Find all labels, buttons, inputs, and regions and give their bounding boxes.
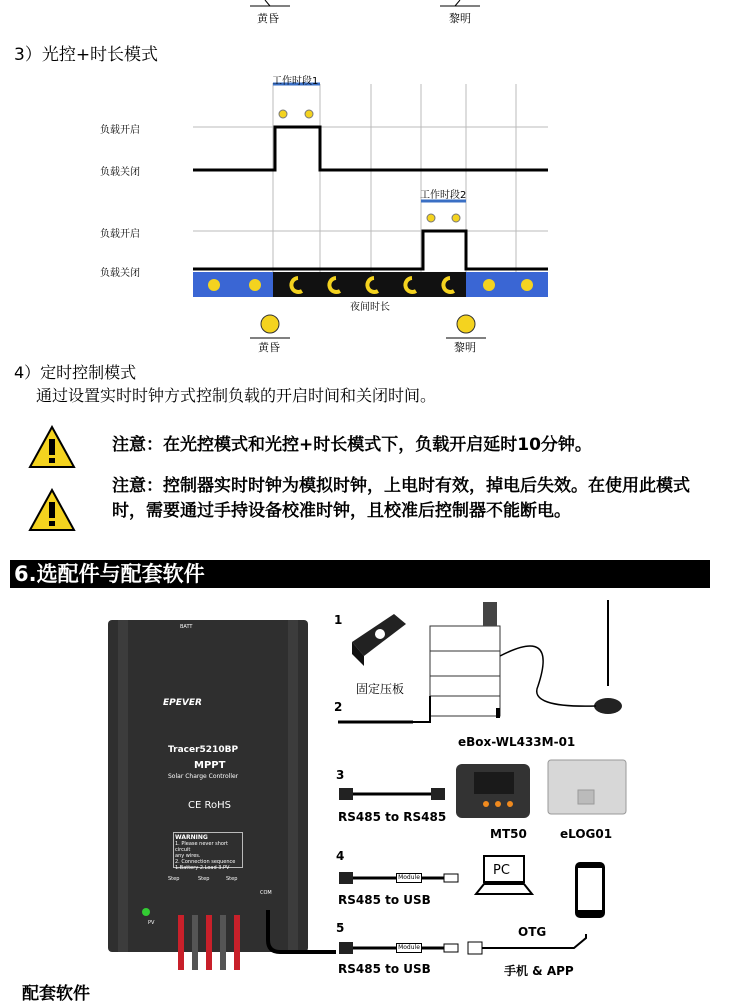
term-batt: BATT xyxy=(180,624,193,630)
step-label-2: Step xyxy=(198,876,210,882)
controller-brand: EPEVER xyxy=(163,698,202,708)
controller-subtitle: Solar Charge Controller xyxy=(168,773,239,780)
item-label-6: RS485 to USB xyxy=(338,893,431,907)
rs485-usb-cable-5 xyxy=(334,934,604,964)
item-num-1: 1 xyxy=(334,613,343,627)
step-label-1: Step xyxy=(168,876,180,882)
phone-icon xyxy=(570,860,610,922)
mt50-image xyxy=(452,758,534,824)
item-label-4: MT50 xyxy=(490,827,527,841)
section4-body: 通过设置实时时钟方式控制负载的开启时间和关闭时间。 xyxy=(36,386,437,405)
period1-label: 工作时段1 xyxy=(272,76,319,87)
dusk-label: 黄昏 xyxy=(258,341,280,354)
pc-label: PC xyxy=(493,863,510,878)
load-off-label-1: 负载关闭 xyxy=(100,167,140,178)
warning-icon xyxy=(28,488,76,532)
module-label-5: Module xyxy=(396,943,422,953)
night-length-label: 夜间时长 xyxy=(350,302,390,313)
item-label-1: 固定压板 xyxy=(356,682,405,696)
section4-heading: 4）定时控制模式 xyxy=(14,363,137,382)
app-label: 手机 & APP xyxy=(504,964,574,978)
controller-model: Tracer5210BP xyxy=(168,745,239,755)
top-dusk-label: 黄昏 xyxy=(257,12,279,25)
term-com: COM xyxy=(260,890,272,896)
item-num-4: 4 xyxy=(336,849,345,863)
item-num-2: 2 xyxy=(334,700,343,714)
footer-heading: 配套软件 xyxy=(22,984,90,1004)
item-label-3: RS485 to RS485 xyxy=(338,810,447,824)
item-label-7: RS485 to USB xyxy=(338,962,431,976)
item-num-5: 5 xyxy=(336,921,345,935)
section3-heading: 3）光控+时长模式 xyxy=(14,45,159,65)
note-2: 注意：控制器实时时钟为模拟时钟，上电时有效，掉电后失效。在使用此模式时，需要通过手持设备校准时钟，且校准后控制器不能断电。 xyxy=(112,476,690,521)
controller-wires xyxy=(108,900,348,990)
term-pv: PV xyxy=(148,920,155,926)
note-1: 注意：在光控模式和光控+时长模式下，负载开启延时10分钟。 xyxy=(112,435,592,455)
ebox-image xyxy=(338,596,638,726)
top-fragment xyxy=(0,0,744,30)
rs485-rs485-cable xyxy=(334,780,464,810)
dawn-label: 黎明 xyxy=(454,341,476,354)
step-label-3: Step xyxy=(226,876,238,882)
controller-warning-label: WARNING 1. Please never short circuit any wires. 2. Connection sequence 1.Battery 2.Load 3.PV xyxy=(173,832,243,868)
item-label-5: eLOG01 xyxy=(560,827,613,841)
item-num-3: 3 xyxy=(336,768,345,782)
period2-label: 工作时段2 xyxy=(420,190,467,201)
light-duration-diagram xyxy=(0,60,744,360)
item-label-2: eBox-WL433M-01 xyxy=(458,735,576,749)
controller-type: MPPT xyxy=(194,760,226,771)
warning-icon xyxy=(28,425,76,469)
otg-label: OTG xyxy=(518,925,547,939)
load-on-label-1: 负载开启 xyxy=(100,125,140,136)
load-off-label-2: 负载关闭 xyxy=(100,268,140,279)
section6-title: 6.选配件与配套软件 xyxy=(10,560,710,588)
elog01-image xyxy=(544,756,630,818)
module-label-4: Module xyxy=(396,873,422,883)
load-on-label-2: 负载开启 xyxy=(100,229,140,240)
top-dawn-label: 黎明 xyxy=(449,12,471,25)
controller-cert: CE RoHS xyxy=(188,800,231,811)
